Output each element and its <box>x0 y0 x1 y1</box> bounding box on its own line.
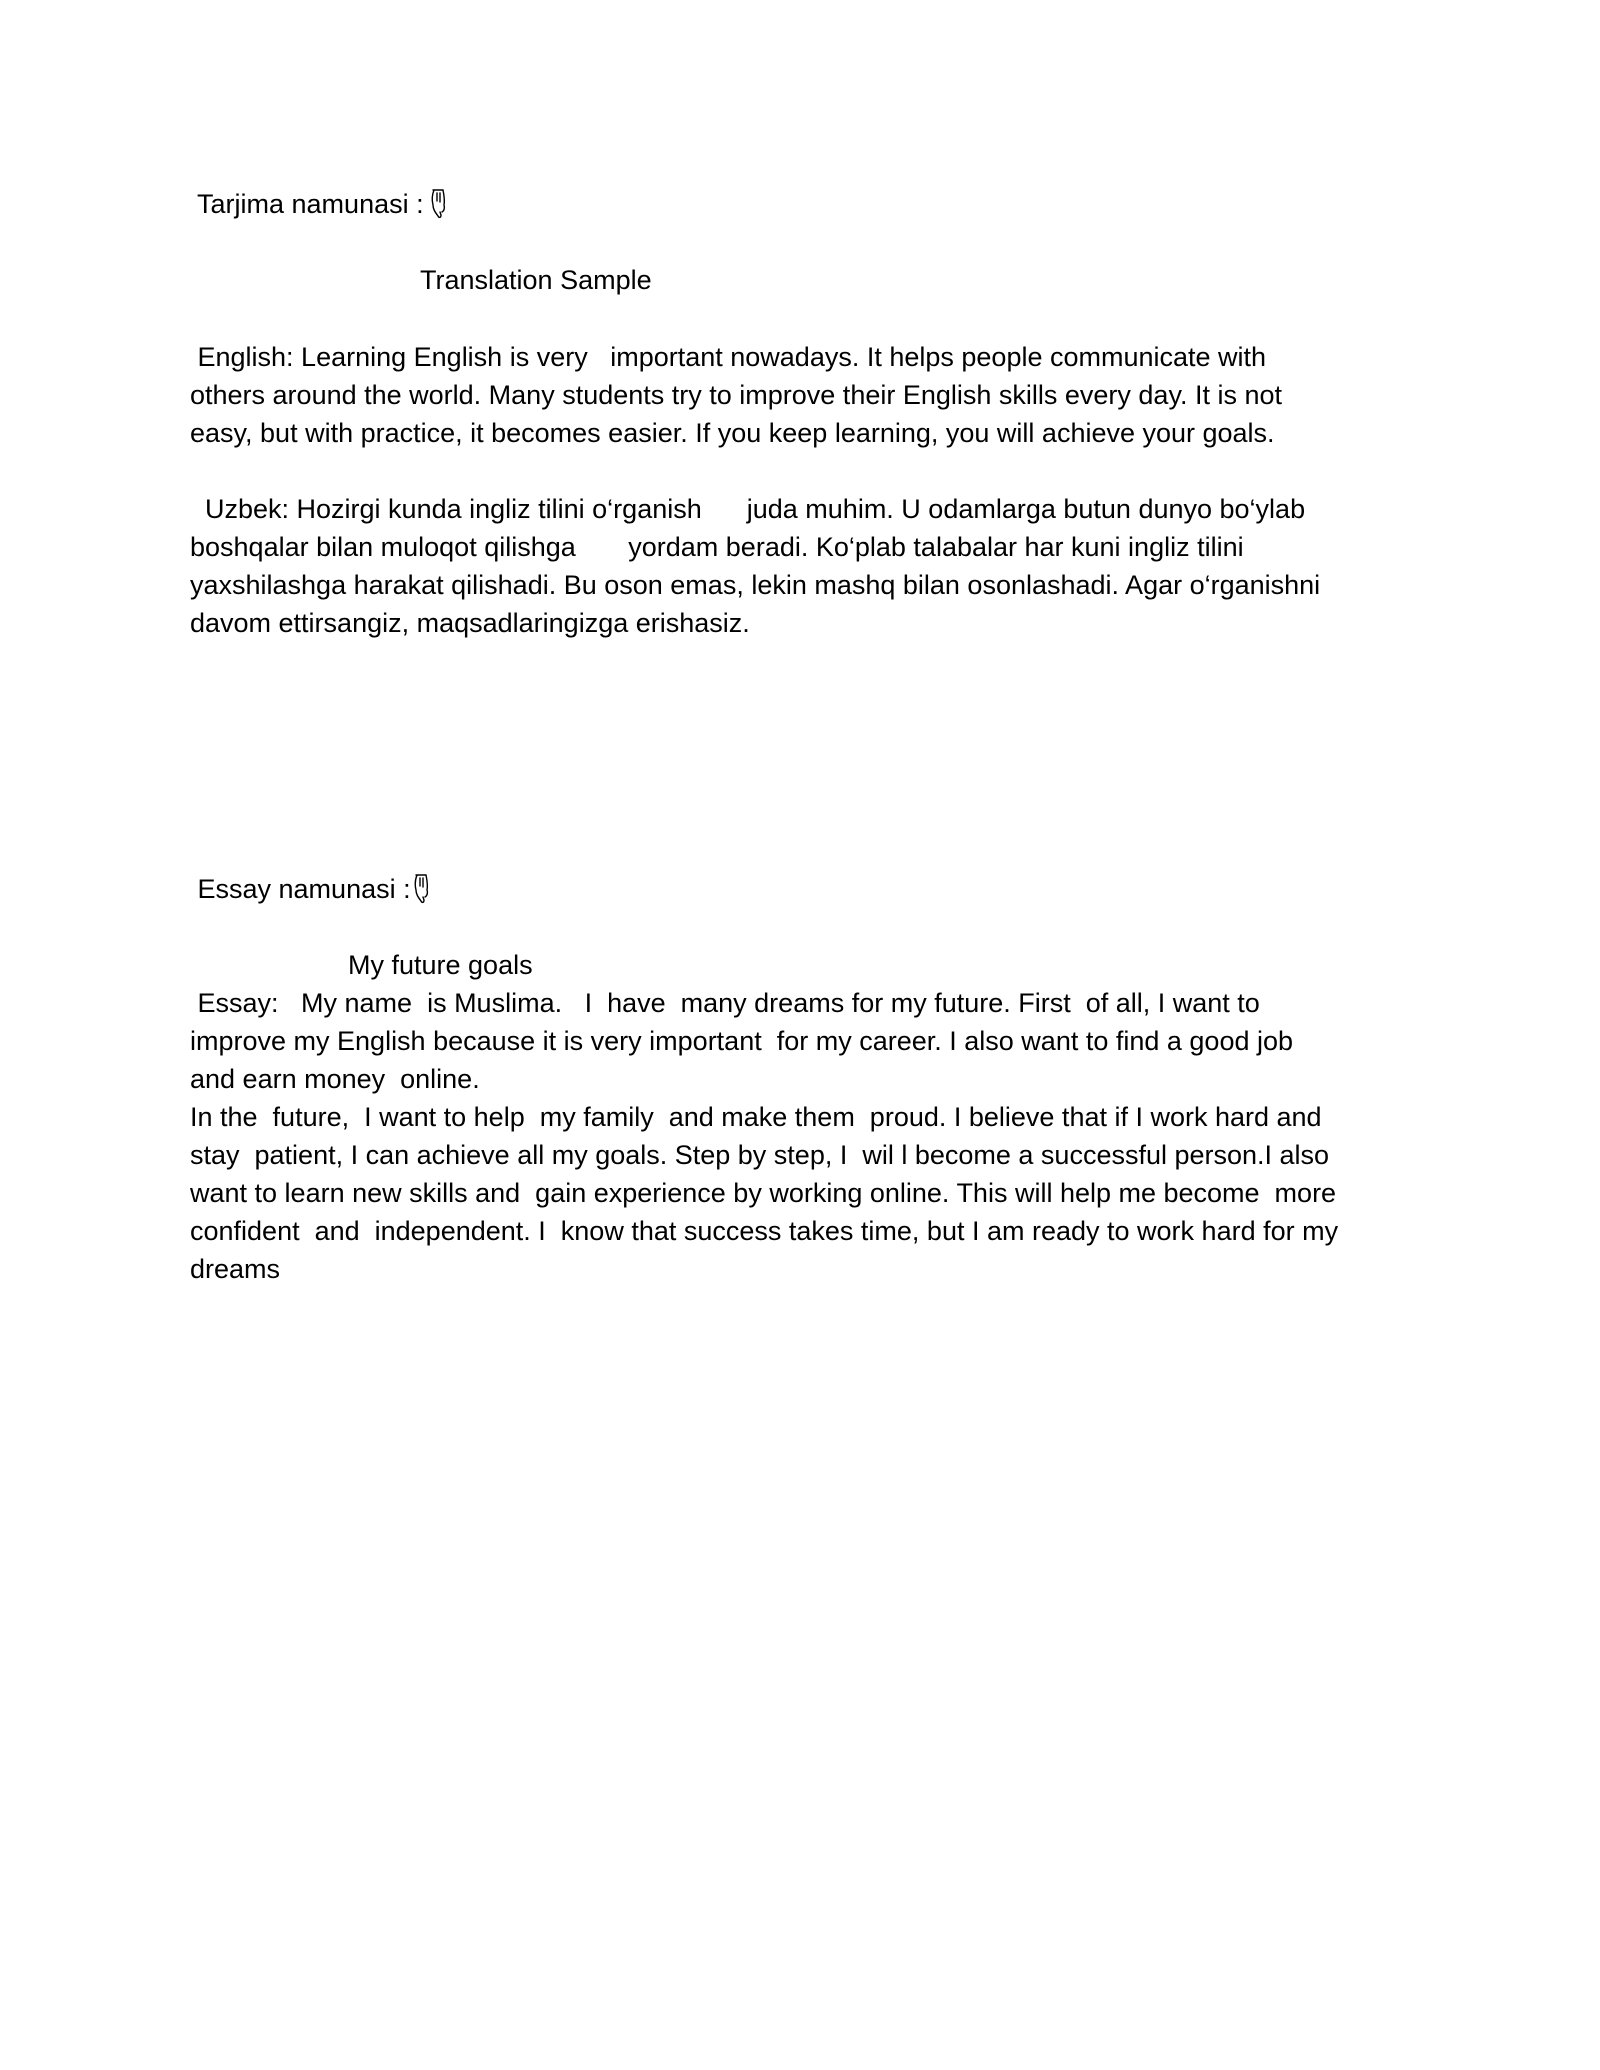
essay-paragraph-line: confident and independent. I know that success takes time, but I am ready to work hard for my <box>190 1216 1339 1246</box>
essay-paragraph-line: Essay: My name is Muslima. I have many dreams for my future. First of all, I want to <box>190 988 1260 1018</box>
pointing-down-hand-icon <box>428 187 450 229</box>
uzbek-paragraph-line: boshqalar bilan muloqot qilishga yordam beradi. Ko‘plab talabalar har kuni ingliz tilini <box>190 532 1244 562</box>
english-paragraph-line: English: Learning English is very important nowadays. It helps people communicate with <box>190 342 1267 372</box>
essay-paragraph-line: dreams <box>190 1254 281 1284</box>
essay-paragraph-line: In the future, I want to help my family and make them proud. I believe that if I work hard and <box>190 1102 1322 1132</box>
essay-heading-line <box>190 870 433 914</box>
uzbek-paragraph-line: Uzbek: Hozirgi kunda ingliz tilini o‘rganish juda muhim. U odamlarga butun dunyo bo‘ylab <box>190 494 1306 524</box>
uzbek-paragraph-line: davom ettirsangiz, maqsadlaringizga erishasiz. <box>190 608 750 638</box>
essay-paragraph-line: improve my English because it is very important for my career. I also want to find a good job <box>190 1026 1294 1056</box>
uzbek-paragraph-line: yaxshilashga harakat qilishadi. Bu oson emas, lekin mashq bilan osonlashadi. Agar o‘rganishni <box>190 570 1321 600</box>
english-paragraph-line: easy, but with practice, it becomes easier. If you keep learning, you will achieve your goals. <box>190 418 1275 448</box>
essay-heading: Essay namunasi : <box>190 874 411 904</box>
translation-title: Translation Sample <box>420 265 652 295</box>
pointing-down-hand-icon <box>411 872 433 914</box>
english-paragraph-line: others around the world. Many students try to improve their English skills every day. It is not <box>190 380 1282 410</box>
essay-title: My future goals <box>348 950 533 980</box>
translation-heading-line <box>190 185 450 229</box>
essay-paragraph-line: and earn money online. <box>190 1064 480 1094</box>
essay-paragraph-line: want to learn new skills and gain experience by working online. This will help me become more <box>190 1178 1337 1208</box>
essay-paragraph-line: stay patient, I can achieve all my goals. Step by step, I wil l become a successful person.I also <box>190 1140 1330 1170</box>
translation-heading: Tarjima namunasi : <box>190 189 424 219</box>
